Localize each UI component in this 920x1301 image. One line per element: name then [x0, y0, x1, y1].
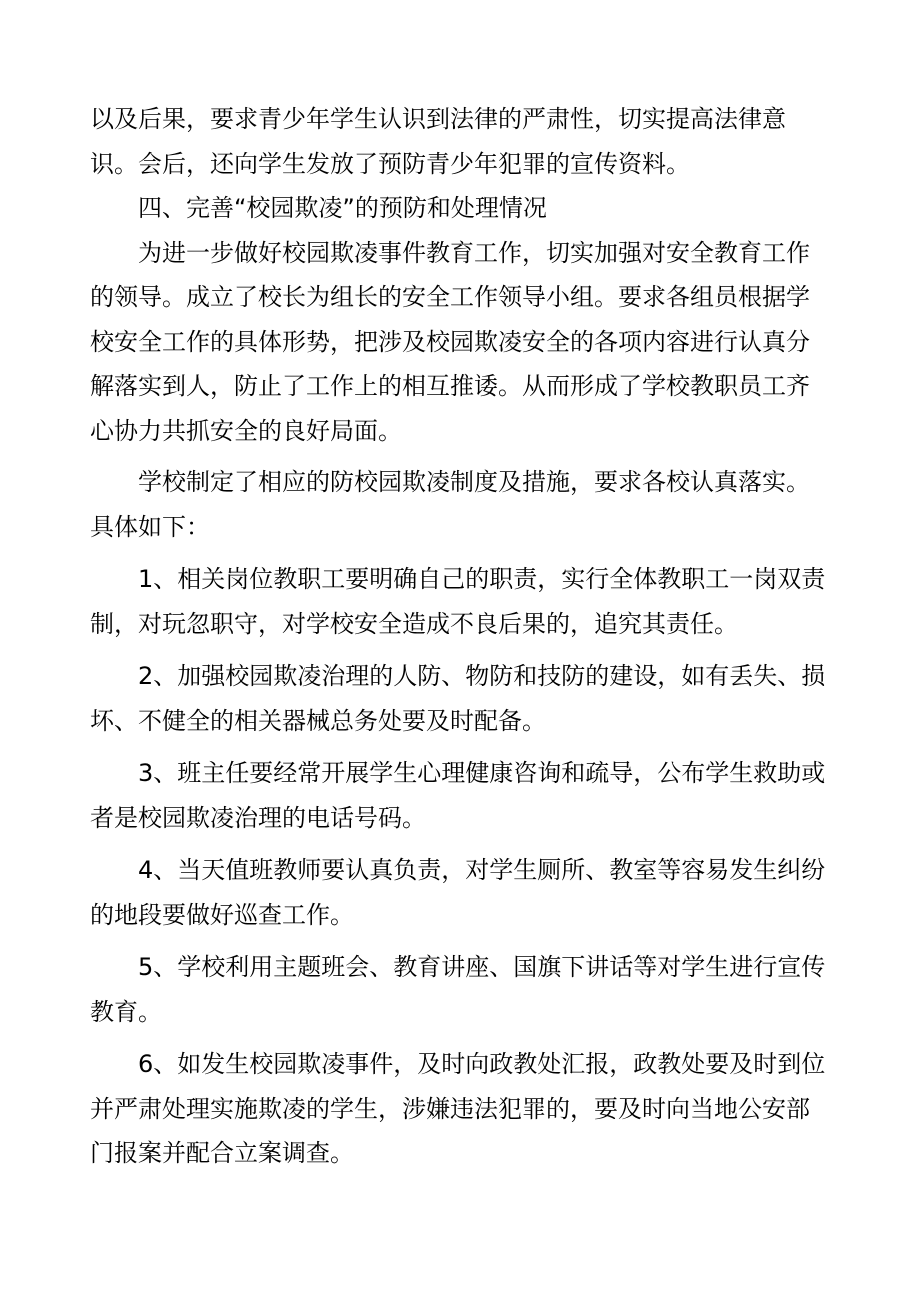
list-item-4: 4、当天值班教师要认真负责，对学生厕所、教室等容易发生纠纷的地段要做好巡查工作。 [90, 856, 826, 929]
list-item-1: 1、相关岗位教职工要明确自己的职责，实行全体教职工一岗双责制，对玩忽职守，对学校安全造成不良后果的，追究其责任。 [90, 565, 826, 638]
paragraph-leadership: 为进一步做好校园欺凌事件教育工作，切实加强对安全教育工作的领导。成立了校长为组长的安全工作领导小组。要求各组员根据学校安全工作的具体形势，把涉及校园欺凌安全的各项内容进行认真分解落实到人，防止了工作上的相互推诿。从而形成了学校教职员工齐心协力共抓安全的良好局面。 [90, 238, 810, 445]
paragraph-measures-intro: 学校制定了相应的防校园欺凌制度及措施，要求各校认真落实。具体如下： [90, 468, 810, 541]
document-body [90, 97, 830, 1176]
list-item-5: 5、学校利用主题班会、教育讲座、国旗下讲话等对学生进行宣传教育。 [90, 953, 826, 1026]
list-item-6: 6、如发生校园欺凌事件，及时向政教处汇报，政教处要及时到位并严肃处理实施欺凌的学生，涉嫌违法犯罪的，要及时向当地公安部门报案并配合立案调查。 [90, 1050, 826, 1167]
list-item-2: 2、加强校园欺凌治理的人防、物防和技防的建设，如有丢失、损坏、不健全的相关器械总务处要及时配备。 [90, 662, 826, 735]
paragraph-continuation: 以及后果，要求青少年学生认识到法律的严肃性，切实提高法律意识。会后，还向学生发放了预防青少年犯罪的宣传资料。 [90, 105, 786, 178]
list-item-3: 3、班主任要经常开展学生心理健康咨询和疏导，公布学生救助或者是校园欺凌治理的电话号码。 [90, 759, 826, 832]
section-heading: 四、完善“校园欺凌”的预防和处理情况 [138, 194, 547, 222]
